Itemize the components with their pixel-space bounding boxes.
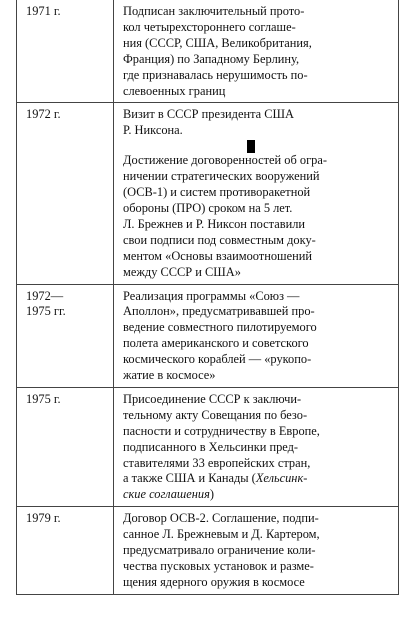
event-line: полета американского и советского [123,336,309,351]
event-line: ставителями 33 европейских стран, [123,455,311,470]
table-row [17,284,399,387]
chronology-table [16,0,399,595]
event-line: слевоенных границ [123,83,226,98]
event-line: свои подписи под совместным доку- [123,232,316,247]
year-cell [17,103,114,284]
event-line: Подписан заключительный прото- [123,4,305,18]
event-line: предусматривало ограничение коли- [123,543,316,558]
event-line: подписанного в Хельсинки пред- [123,439,299,454]
year-cell [17,387,114,506]
italic-term: Хельсинк- [255,471,308,486]
event-line: ничении стратегических вооружений [123,169,320,184]
event-line: Л. Брежнев и Р. Никсон поставили [123,216,306,231]
event-line: где признавалась нерушимость по- [123,67,308,82]
event-cell [114,507,399,595]
event-line: обороны (ПРО) сроком на 5 лет. [123,200,293,215]
event-line: чества пусковых установок и разме- [123,559,314,573]
year-text: 1972— [26,288,64,303]
table-row [17,0,399,103]
year-cell [17,284,114,387]
event-line: ментом «Основы взаимоотношений [123,248,312,263]
table-row [17,103,399,284]
event-line [123,487,395,503]
event-cell [114,0,399,103]
event-line: космического кораблей — «рукопо- [123,352,312,367]
year-text: 1975 гг. [26,304,66,319]
event-line: между СССР и США» [123,264,241,279]
event-text: а также США и Канады ( [123,471,256,486]
year-text: 1972 г. [26,107,61,122]
event-line: кол четырехстороннего соглаше- [123,19,296,34]
year-text: 1975 г. [26,391,61,406]
event-cell [114,387,399,506]
event-line: Реализация программы «Союз — [123,288,300,303]
event-line: Присоединение СССР к заключи- [123,391,302,406]
event-line: щения ядерного оружия в космосе [123,574,305,589]
table-row [17,507,399,595]
event-line: Аполлон», предусматривавшей про- [123,304,315,319]
event-cell [114,284,399,387]
year-cell [17,0,114,103]
event-line: Франция) по Западному Берлину, [123,51,300,66]
event-line: санное Л. Брежневым и Д. Картером, [123,527,320,542]
event-line: тельному акту Совещания по безо- [123,407,308,422]
event-line: Договор ОСВ-2. Соглашение, подпи- [123,511,319,526]
table-row [17,387,399,506]
event-line: Достижение договоренностей об огра- [123,153,327,168]
text-cursor-mark [247,140,255,153]
event-line: Визит в СССР президента США [123,107,294,122]
event-line: жатие в космосе» [123,368,216,383]
year-cell [17,507,114,595]
event-cell [114,103,399,284]
event-line: ведение совместного пилотируемого [123,320,317,335]
event-line [123,471,395,487]
year-text: 1979 г. [26,511,61,526]
event-line: пасности и сотрудничеству в Европе, [123,423,320,438]
italic-term: ские соглашения [123,487,210,502]
event-line: ния (СССР, США, Великобритания, [123,35,312,50]
event-line: Р. Никсона. [123,123,183,138]
year-text: 1971 г. [26,4,61,18]
event-text: ) [209,487,214,502]
event-line: (ОСВ-1) и систем противоракетной [123,185,311,200]
